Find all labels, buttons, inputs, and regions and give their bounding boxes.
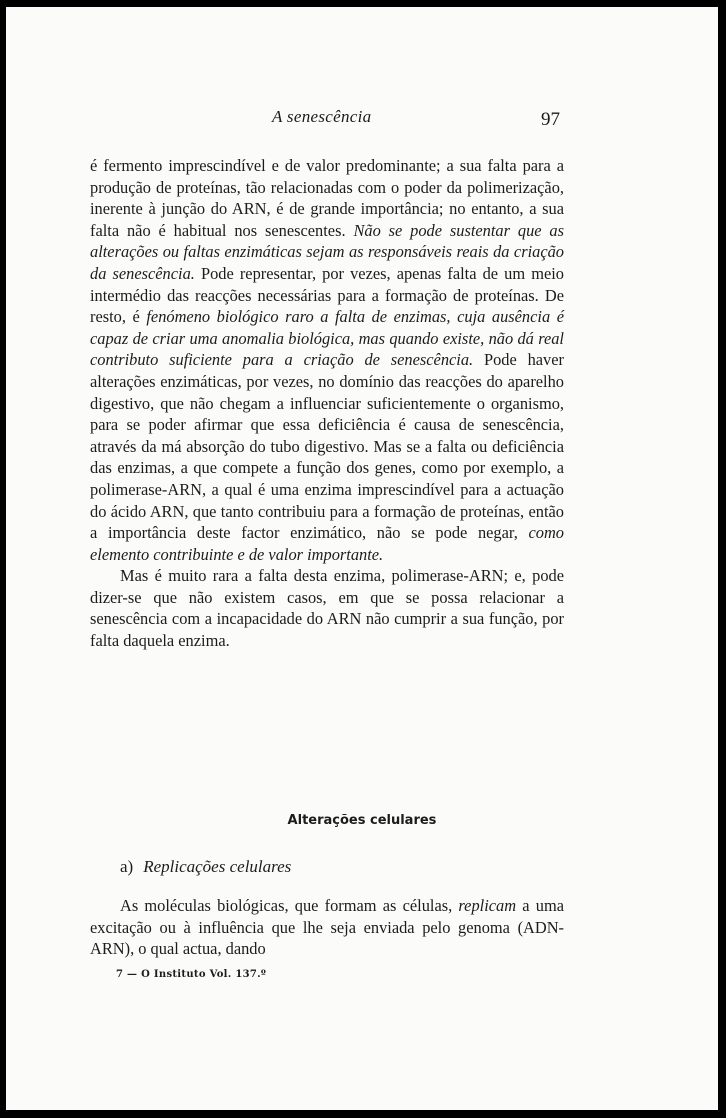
section-title: Alterações celulares (287, 813, 437, 828)
running-head: A senescência (272, 107, 372, 126)
subsection-heading (120, 857, 291, 877)
paragraph-3-italic-a: replicam (458, 896, 517, 915)
paragraph-3-text-a: As moléculas biológicas, que formam as células, (120, 896, 459, 915)
paragraph-1-italic-b: fenómeno biológico raro a falta de enzimas, cuja ausência é capaz de criar uma anomalia biológica, mas quando existe, não dá real contributo suficiente para a criação de senescência. (90, 307, 564, 370)
paragraph-1-italic-a: Não se pode sustentar que as alterações ou faltas enzimáticas sejam as responsáveis reais da criação da senescência. (90, 220, 564, 283)
subsection-title: Replicações celulares (143, 857, 292, 876)
page-number: 97 (541, 109, 560, 130)
paragraph-2: Mas é muito rara a falta desta enzima, polimerase-ARN; e, pode dizer-se que não existem casos, em que se possa relacionar a senescência com a incapacidade do ARN não cumprir a sua função, por falta daquela enzima. (90, 566, 564, 651)
paragraph-1-text-b: Pode representar, por vezes, apenas falta de um meio intermédio das reacções necessárias para a formação de proteínas. De resto, é (90, 263, 564, 327)
paragraph-3 (90, 895, 564, 960)
paragraph-1-italic-c: como elemento contribuinte e de valor importante. (90, 523, 564, 564)
subsection-letter: a) (120, 857, 134, 876)
book-page (6, 7, 718, 1110)
paragraph-1-text-a: é fermento imprescindível e de valor predominante; a sua falta para a produção de proteínas, tão relacionadas com o poder da polimerização, inerente à junção do ARN, é de grande importância; no entanto, a sua falta não é habitual nos senescentes. (90, 156, 564, 240)
paragraph-3-text-b: a uma excitação ou à influência que lhe seja enviada pelo genoma (ADN-ARN), o qual actua, dando (90, 896, 564, 959)
paragraph-1 (90, 155, 564, 565)
section-text (90, 895, 564, 960)
main-text (90, 155, 564, 652)
page-footer: 7 — O Instituto Vol. 137.º (116, 969, 267, 980)
paragraph-1-text-c: Pode haver alterações enzimáticas, por vezes, no domínio das reacções do aparelho digestivo, que não chegam a influenciar suficientemente o organismo, para se poder afirmar que essa deficiência é causa de senescência, através da má absorção do tubo digestivo. Mas se a falta ou deficiência das enzimas, a que compete a função dos genes, como por exemplo, a polimerase-ARN, a qual é uma enzima imprescindível para a actuação do ácido ARN, que tanto contribuiu para a formação de proteínas, então a importância deste factor enzimático, não se pode negar, (90, 350, 564, 543)
page-header (6, 107, 718, 133)
